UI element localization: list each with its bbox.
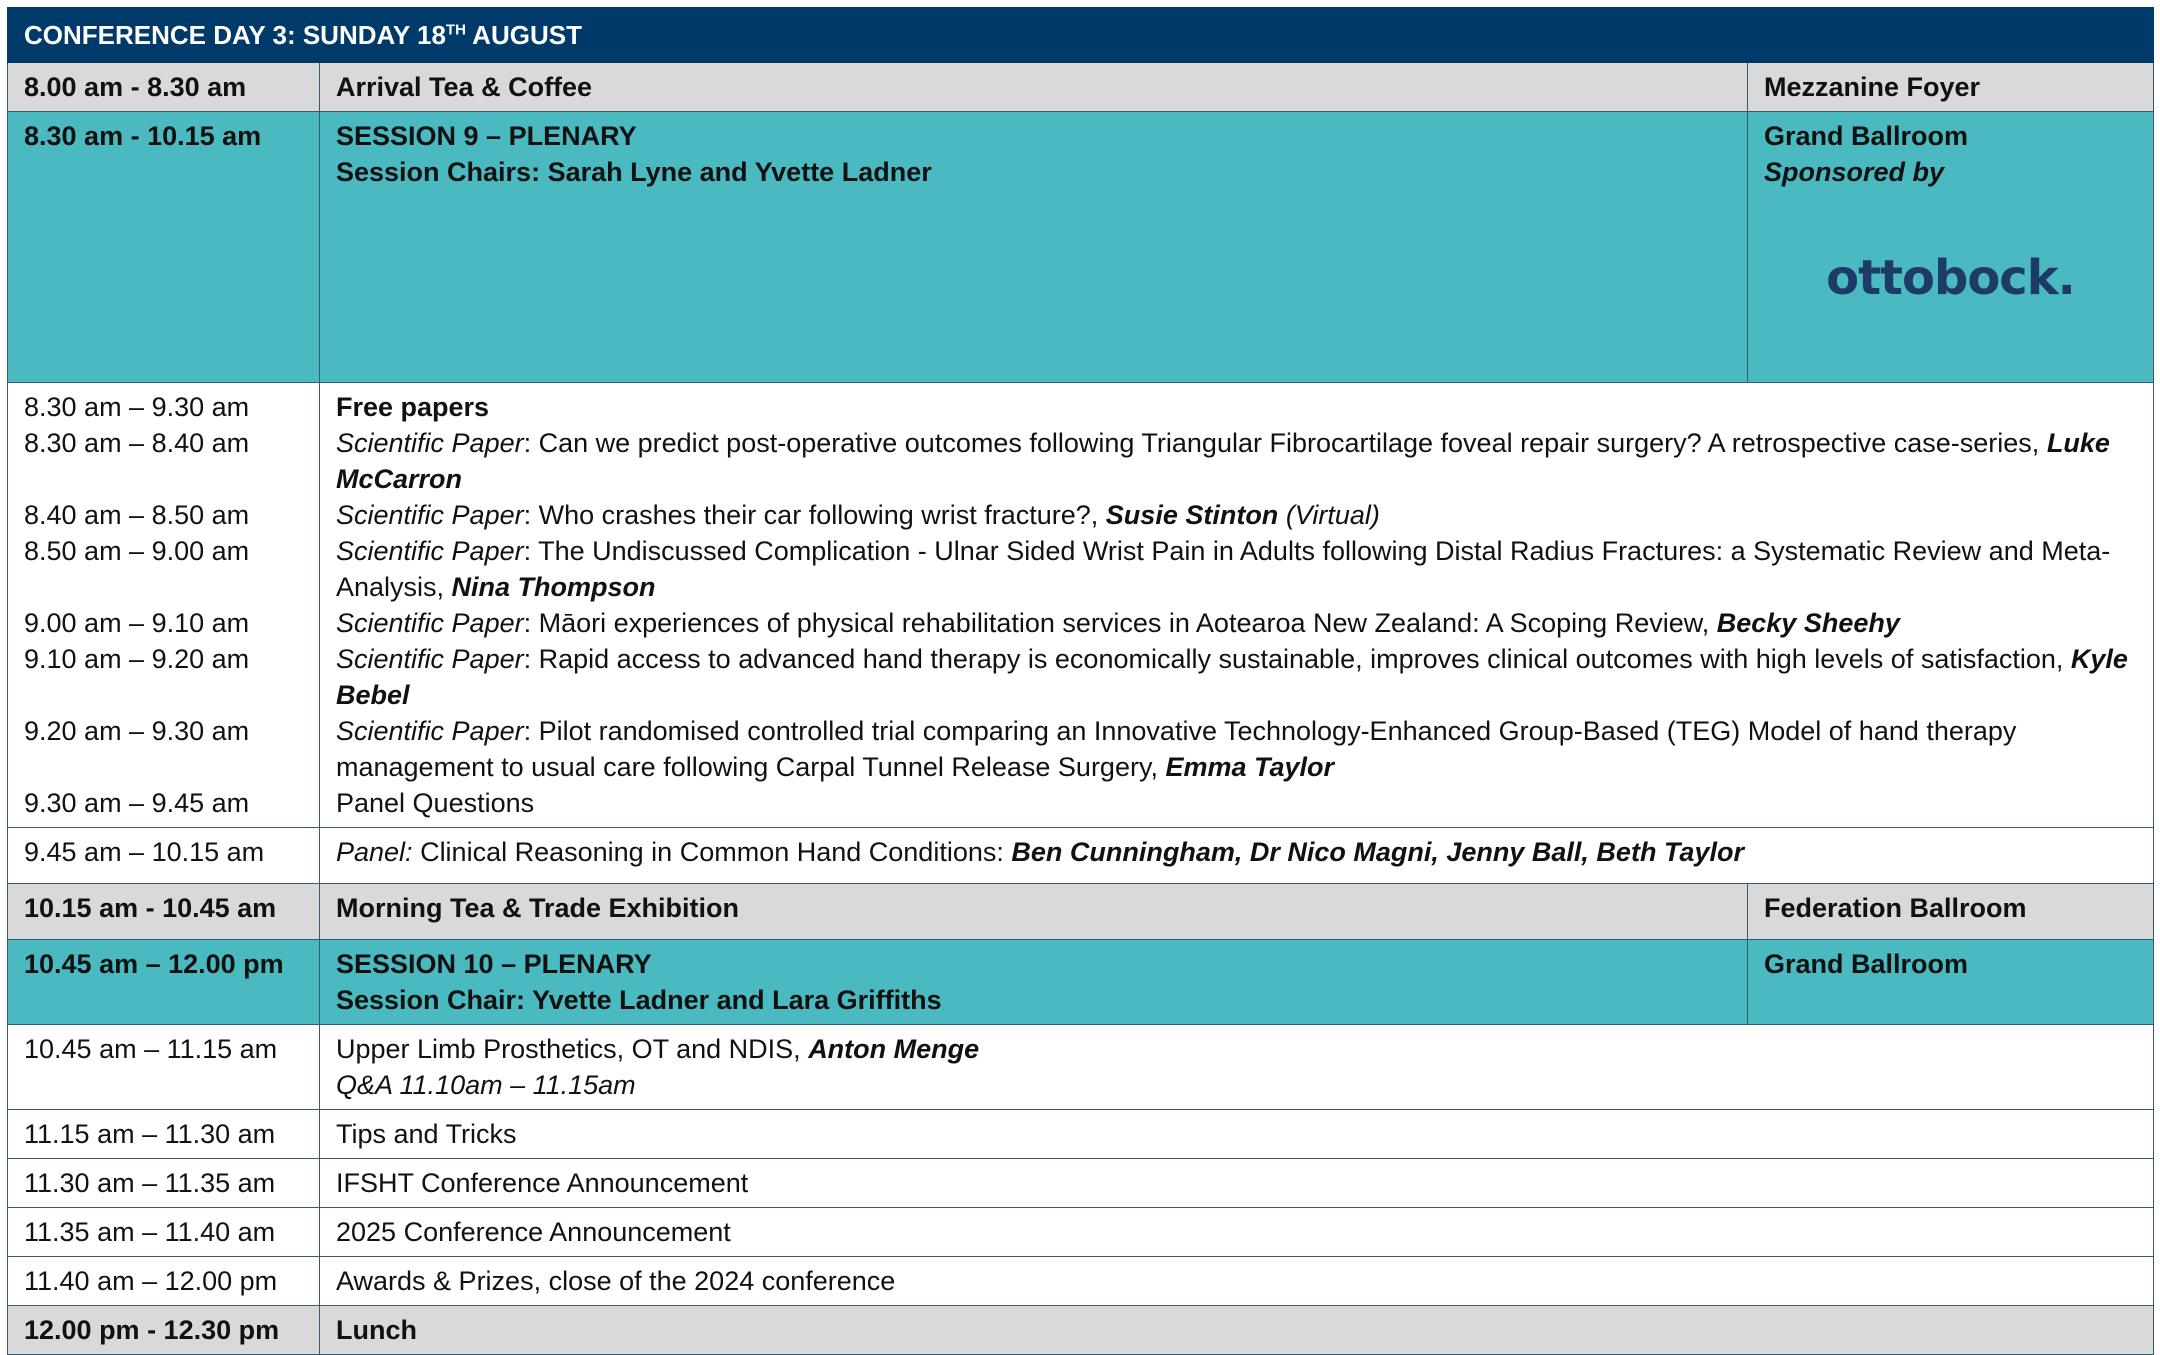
day-header xyxy=(8,8,2154,63)
talk-title: Tips and Tricks xyxy=(320,1110,2154,1159)
session-title: Lunch xyxy=(320,1306,2154,1355)
panel-questions: Panel Questions xyxy=(336,788,535,818)
venue-cell: Mezzanine Foyer xyxy=(1748,63,2154,112)
time-cell: 10.15 am - 10.45 am xyxy=(8,884,320,940)
venue-cell: Federation Ballroom xyxy=(1748,884,2154,940)
time-cell: 11.15 am – 11.30 am xyxy=(8,1110,320,1159)
paper-author: Nina Thompson xyxy=(451,572,656,602)
time-cell: 12.00 pm - 12.30 pm xyxy=(8,1306,320,1355)
paper-title: : The Undiscussed Complication - Ulnar Sided Wrist Pain in Adults following Distal Radius Fractures: a Systematic Review and Meta-Analysis, xyxy=(336,536,2111,602)
session-title: SESSION 10 – PLENARY xyxy=(336,949,652,979)
schedule-table xyxy=(7,7,2154,1355)
time-slot: 8.40 am – 8.50 am xyxy=(24,500,250,530)
paper-label: Scientific Paper xyxy=(336,428,524,458)
paper-item xyxy=(336,641,2137,713)
paper-author: Becky Sheehy xyxy=(1716,608,1900,638)
row-morning-tea xyxy=(8,884,2154,940)
paper-label: Scientific Paper xyxy=(336,500,524,530)
time-cell: 9.45 am – 10.15 am xyxy=(8,828,320,884)
talk-title: Upper Limb Prosthetics, OT and NDIS, xyxy=(336,1034,809,1064)
session-cell xyxy=(320,112,1748,383)
talk-title: IFSHT Conference Announcement xyxy=(320,1159,2154,1208)
time-cell: 11.35 am – 11.40 am xyxy=(8,1208,320,1257)
time-slot: 9.20 am – 9.30 am xyxy=(24,716,250,746)
row-prosthetics xyxy=(8,1025,2154,1110)
day-title-suffix: TH xyxy=(445,21,466,39)
paper-item xyxy=(336,425,2137,497)
papers-cell xyxy=(320,383,2154,828)
session-title: SESSION 9 – PLENARY xyxy=(336,121,637,151)
paper-note: (Virtual) xyxy=(1278,500,1380,530)
paper-item xyxy=(336,713,2137,785)
paper-label: Scientific Paper xyxy=(336,716,524,746)
paper-author: Emma Taylor xyxy=(1165,752,1335,782)
time-cell: 8.30 am - 10.15 am xyxy=(8,112,320,383)
paper-label: Scientific Paper xyxy=(336,608,524,638)
paper-author: Kyle Bebel xyxy=(336,644,2128,710)
panel-label: Panel: xyxy=(336,837,413,867)
time-cell: 10.45 am – 11.15 am xyxy=(8,1025,320,1110)
talk-title: Awards & Prizes, close of the 2024 conference xyxy=(320,1257,2154,1306)
row-lunch xyxy=(8,1306,2154,1355)
free-papers-heading: Free papers xyxy=(336,392,490,422)
day-header-row xyxy=(8,8,2154,63)
ottobock-logo: ottobock. xyxy=(1826,250,2075,306)
talk-cell xyxy=(320,1025,2154,1110)
venue-cell: Grand Ballroom xyxy=(1748,940,2154,1025)
talk-speaker: Anton Menge xyxy=(808,1034,980,1064)
paper-item xyxy=(336,605,2137,641)
time-cell: 11.40 am – 12.00 pm xyxy=(8,1257,320,1306)
talk-line xyxy=(336,1031,2137,1067)
row-2025 xyxy=(8,1208,2154,1257)
day-title-month: AUGUST xyxy=(465,20,582,50)
sponsored-by-label: Sponsored by xyxy=(1764,157,1945,187)
paper-item xyxy=(336,497,2137,533)
paper-title: : Pilot randomised controlled trial comparing an Innovative Technology-Enhanced Group-Based (TEG) Model of hand therapy management to usual care following Carpal Tunnel Release Surgery, xyxy=(336,716,2017,782)
row-arrival xyxy=(8,63,2154,112)
time-slot: 9.10 am – 9.20 am xyxy=(24,644,250,674)
paper-label: Scientific Paper xyxy=(336,644,524,674)
time-slot: 9.30 am – 9.45 am xyxy=(24,788,250,818)
time-cell: 8.00 am - 8.30 am xyxy=(8,63,320,112)
time-cell: 11.30 am – 11.35 am xyxy=(8,1159,320,1208)
row-tips xyxy=(8,1110,2154,1159)
row-session-9 xyxy=(8,112,2154,383)
row-panel xyxy=(8,828,2154,884)
session-title: Morning Tea & Trade Exhibition xyxy=(320,884,1748,940)
venue-cell xyxy=(1748,112,2154,383)
time-slot: 8.50 am – 9.00 am xyxy=(24,536,250,566)
session-chairs: Session Chairs: Sarah Lyne and Yvette Ladner xyxy=(336,157,932,187)
panel-members: Ben Cunningham, Dr Nico Magni, Jenny Ball, Beth Taylor xyxy=(1011,837,1744,867)
conference-program xyxy=(7,7,2153,1355)
paper-author: Luke McCarron xyxy=(336,428,2110,494)
panel-cell xyxy=(320,828,2154,884)
row-ifsht xyxy=(8,1159,2154,1208)
panel-topic: Clinical Reasoning in Common Hand Conditions: xyxy=(412,837,1012,867)
paper-title: : Māori experiences of physical rehabilitation services in Aotearoa New Zealand: A Scoping Review, xyxy=(523,608,1717,638)
session-chairs: Session Chair: Yvette Ladner and Lara Griffiths xyxy=(336,985,942,1015)
time-cell xyxy=(8,383,320,828)
time-slot: 8.30 am – 8.40 am xyxy=(24,428,250,458)
session-cell xyxy=(320,940,1748,1025)
talk-title: 2025 Conference Announcement xyxy=(320,1208,2154,1257)
session-title: Arrival Tea & Coffee xyxy=(320,63,1748,112)
row-free-papers xyxy=(8,383,2154,828)
paper-title: : Who crashes their car following wrist fracture?, xyxy=(523,500,1106,530)
paper-item xyxy=(336,533,2137,605)
paper-title: : Rapid access to advanced hand therapy is economically sustainable, improves clinical outcomes with high levels of satisfaction, xyxy=(523,644,2071,674)
qa-time: Q&A 11.10am – 11.15am xyxy=(336,1070,636,1100)
time-slot: 9.00 am – 9.10 am xyxy=(24,608,250,638)
paper-label: Scientific Paper xyxy=(336,536,524,566)
paper-author: Susie Stinton xyxy=(1105,500,1279,530)
time-slot: 8.30 am – 9.30 am xyxy=(24,392,250,422)
time-cell: 10.45 am – 12.00 pm xyxy=(8,940,320,1025)
paper-title: : Can we predict post-operative outcomes following Triangular Fibrocartilage foveal repair surgery? A retrospective case-series, xyxy=(523,428,2047,458)
venue-name: Grand Ballroom xyxy=(1764,121,1969,151)
row-awards xyxy=(8,1257,2154,1306)
row-session-10 xyxy=(8,940,2154,1025)
day-title-main: CONFERENCE DAY 3: SUNDAY 18 xyxy=(24,20,446,50)
